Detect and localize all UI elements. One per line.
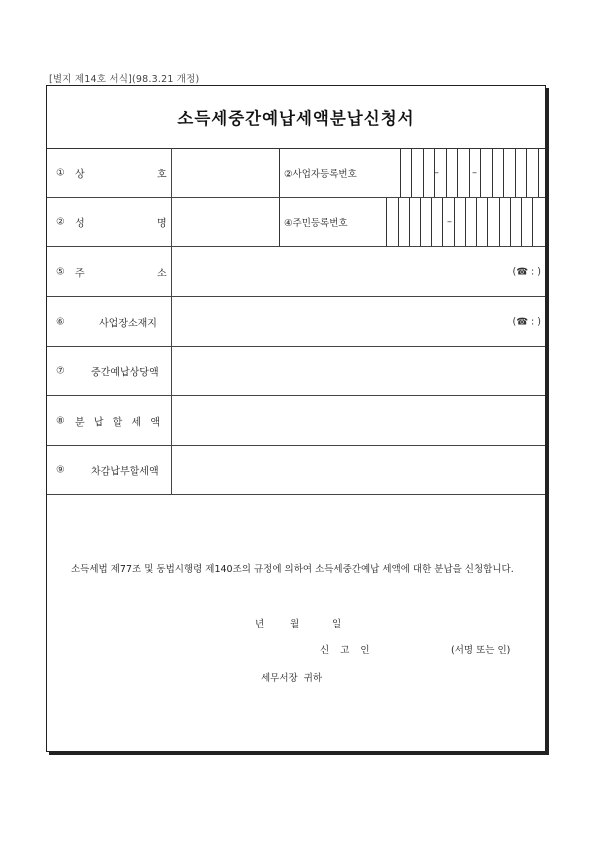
resident-reg-label: ④주민등록번호 — [284, 218, 348, 229]
address-label-b: 소 — [157, 268, 167, 279]
digit-box-line — [532, 198, 533, 246]
address-label-a: 주 — [75, 268, 85, 279]
dash-separator: – — [472, 167, 477, 178]
phone-field: (☎ : ) — [512, 266, 541, 277]
item-number: ② — [56, 216, 65, 228]
digit-box-line — [538, 148, 539, 197]
digit-box-line — [386, 198, 387, 246]
row-trade-name — [47, 148, 545, 198]
date-month[interactable]: 월 — [290, 619, 300, 630]
digit-box-line — [526, 148, 527, 197]
applicant-label: 신 고 인 — [320, 645, 374, 656]
item-number: ⑨ — [56, 464, 65, 476]
date-year[interactable]: 년 — [255, 619, 265, 630]
interim-amount-field[interactable] — [172, 347, 545, 395]
declaration-text — [57, 562, 537, 577]
label-cell — [47, 247, 172, 296]
digit-box-line — [400, 148, 401, 197]
row-installment-tax — [47, 396, 545, 446]
signature-note[interactable]: (서명 또는 인) — [451, 645, 511, 656]
digit-box-line — [487, 198, 488, 246]
title-box — [47, 86, 545, 149]
digit-box-line — [480, 148, 481, 197]
workplace-label: 사업장소재지 — [99, 318, 157, 329]
installment-tax-label: 분 납 할 세 액 — [75, 417, 164, 428]
item-number: ⑧ — [56, 415, 65, 426]
address-field[interactable] — [172, 247, 545, 296]
declaration-body: 소득세법 제77조 및 동법시행령 제140조의 규정에 의하여 소득세중간예납 세액에 대한 분납을 신청합니다. — [71, 564, 514, 575]
digit-box-line — [420, 198, 421, 246]
digit-box-line — [492, 148, 493, 197]
trade-name-label-a: 상 — [75, 169, 85, 180]
divider — [279, 148, 280, 197]
biz-reg-label: ②사업자등록번호 — [284, 168, 357, 180]
row-workplace — [47, 297, 545, 347]
digit-box-line — [503, 148, 504, 197]
digit-box-line — [431, 198, 432, 246]
label-cell — [47, 347, 172, 395]
label-cell — [47, 198, 172, 246]
digit-box-line — [465, 198, 466, 246]
item-number: ⑥ — [56, 316, 65, 327]
application-form — [46, 85, 546, 752]
balance-tax-label: 차감납부할세액 — [91, 466, 159, 478]
digit-box-line — [454, 198, 455, 246]
item-number: ⑤ — [56, 266, 65, 277]
row-name — [47, 198, 545, 247]
interim-amount-label: 중간예납상당액 — [91, 367, 159, 379]
name-label-b: 명 — [157, 218, 167, 230]
phone-field: (☎ : ) — [512, 316, 541, 327]
label-cell — [47, 297, 172, 346]
digit-box-line — [510, 198, 511, 246]
trade-name-field[interactable] — [172, 148, 545, 197]
label-cell — [47, 396, 172, 445]
digit-box-line — [499, 198, 500, 246]
name-label-a: 성 — [75, 218, 85, 230]
balance-tax-field[interactable] — [172, 446, 545, 494]
dash-separator: – — [434, 167, 439, 178]
installment-tax-field[interactable] — [172, 396, 545, 445]
workplace-field[interactable] — [172, 297, 545, 346]
label-cell — [47, 148, 172, 197]
digit-box-line — [457, 148, 458, 197]
digit-box-line — [446, 148, 447, 197]
recipient: 세무서장 귀하 — [261, 673, 323, 684]
label-cell — [47, 446, 172, 494]
divider — [279, 198, 280, 246]
digit-box-line — [521, 198, 522, 246]
form-number: [별지 제14호 서식](98.3.21 개정) — [49, 74, 200, 85]
trade-name-label-b: 호 — [157, 169, 167, 180]
date-day[interactable]: 일 — [332, 619, 342, 630]
row-interim-amount — [47, 347, 545, 396]
digit-box-line — [442, 198, 443, 246]
item-number: ① — [56, 167, 65, 178]
digit-box-line — [423, 148, 424, 197]
digit-box-line — [476, 198, 477, 246]
digit-box-line — [409, 198, 410, 246]
digit-box-line — [469, 148, 470, 197]
digit-box-line — [515, 148, 516, 197]
dash-separator: – — [447, 216, 452, 228]
digit-box-line — [411, 148, 412, 197]
name-field[interactable] — [172, 198, 545, 246]
row-balance-tax — [47, 446, 545, 495]
form-title: 소득세중간예납세액분납신청서 — [177, 109, 415, 128]
digit-box-line — [398, 198, 399, 246]
item-number: ⑦ — [56, 365, 65, 377]
row-address — [47, 247, 545, 297]
